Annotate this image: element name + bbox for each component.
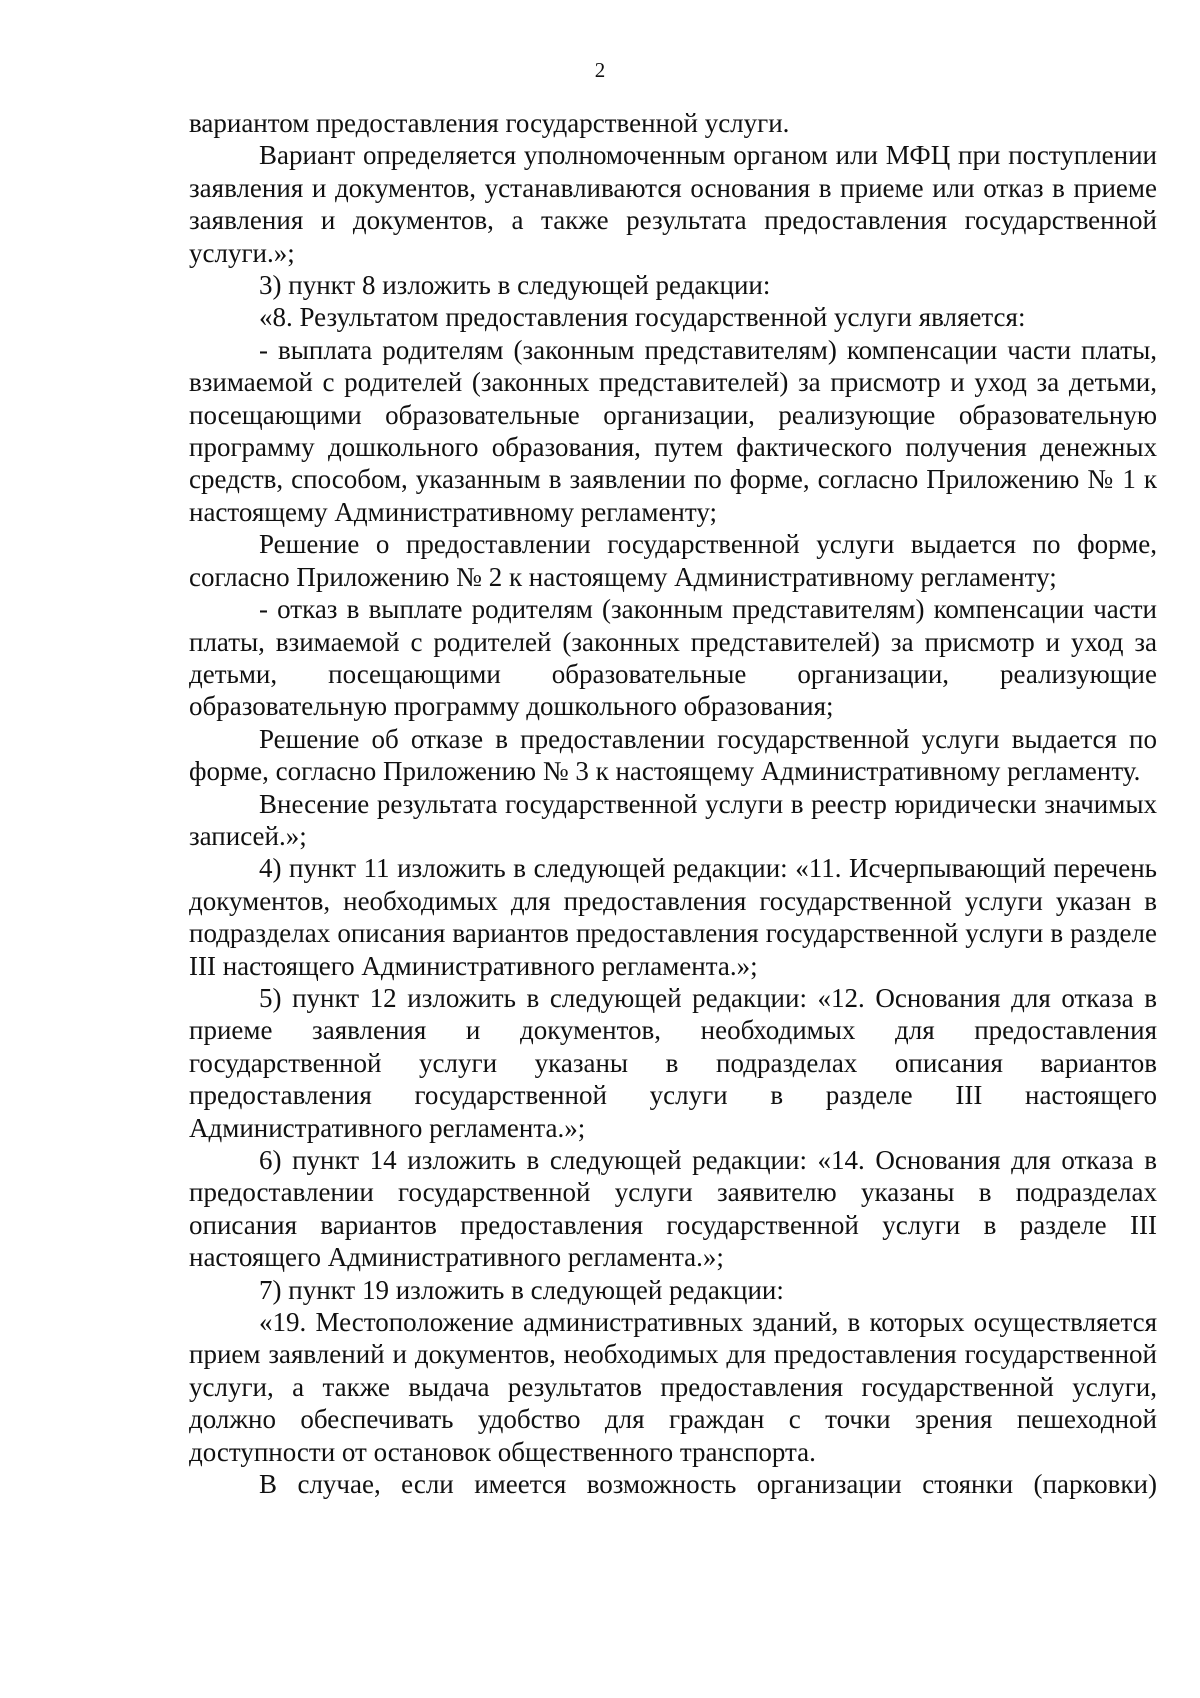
paragraph: - выплата родителям (законным представителям) компенсации части платы, взимаемой с родителей (законных представителей) за присмотр и уход за детьми, посещающими образовательные организации, реализующие образовательную программу дошкольного образования, путем фактического получения денежных средств, способом, указанным в заявлении по форме, согласно Приложению № 1 к настоящему Административному регламенту; [189, 334, 1157, 527]
paragraph: 5) пункт 12 изложить в следующей редакции: «12. Основания для отказа в приеме заявления и документов, необходимых для предоставления государственной услуги указаны в подразделах описания вариантов предоставления государственной услуги в разделе III настоящего Административного регламента.»; [189, 982, 1157, 1143]
paragraph: В случае, если имеется возможность организации стоянки (парковки) [259, 1469, 1157, 1500]
paragraph: Решение о предоставлении государственной услуги выдается по форме, согласно Приложению № 2 к настоящему Административному регламенту; [189, 529, 1157, 592]
paragraph: вариантом предоставления государственной услуги. [189, 108, 790, 138]
paragraph: Внесение результата государственной услуги в реестр юридически значимых записей.»; [189, 788, 1157, 851]
paragraph: «19. Местоположение административных зданий, в которых осуществляется прием заявлений и документов, необходимых для предоставления государственной услуги, а также выдача результатов предоставления государственной услуги, должно обеспечивать удобство для граждан с точки зрения пешеходной доступности от остановок общественного транспорта. [189, 1307, 1157, 1467]
paragraph: 7) пункт 19 изложить в следующей редакции: [259, 1274, 784, 1305]
paragraph: Решение об отказе в предоставлении государственной услуги выдается по форме, согласно Приложению № 3 к настоящему Административному регламенту. [189, 723, 1157, 787]
paragraph: 3) пункт 8 изложить в следующей редакции: [259, 270, 771, 301]
page-number: 2 [594, 58, 606, 82]
paragraph: 6) пункт 14 изложить в следующей редакции: «14. Основания для отказа в предоставлении государственной услуги заявителю указаны в подразделах описания вариантов предоставления государственной услуги в разделе III настоящего Административного регламента.»; [189, 1145, 1157, 1273]
paragraph: Вариант определяется уполномоченным органом или МФЦ при поступлении заявления и документов, устанавливаются основания в приеме или отказ в приеме заявления и документов, а также результата предоставления государственной услуги.»; [189, 140, 1157, 268]
paragraph: 4) пункт 11 изложить в следующей редакции: «11. Исчерпывающий перечень документов, необходимых для предоставления государственной услуги указан в подразделах описания вариантов предоставления государственной услуги в разделе III настоящего Административного регламента.»; [189, 853, 1157, 981]
paragraph: «8. Результатом предоставления государственной услуги является: [259, 302, 1026, 333]
document-body [189, 107, 1157, 1500]
paragraph: - отказ в выплате родителям (законным представителям) компенсации части платы, взимаемой с родителей (законных представителей) за присмотр и уход за детьми, посещающими образовательные организации, реализующие образовательную программу дошкольного образования; [189, 594, 1157, 722]
